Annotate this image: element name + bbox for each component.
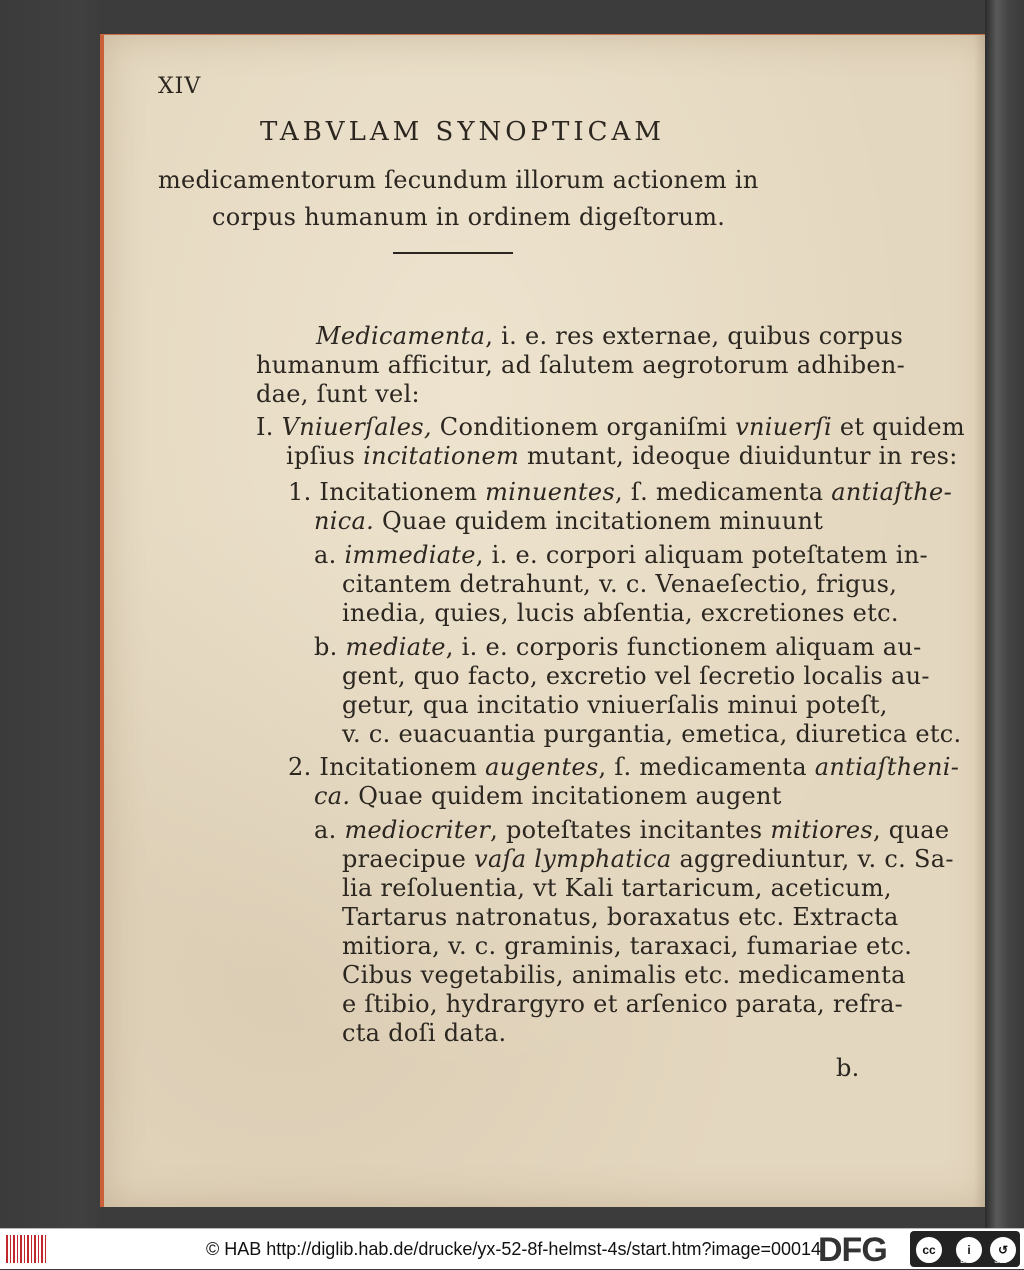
text-segment: mitiores xyxy=(770,816,873,844)
title-rule xyxy=(393,252,513,254)
text-segment: ca. xyxy=(314,782,351,810)
text-segment: dae, ſunt vel: xyxy=(256,380,420,408)
text-segment: Medicamenta xyxy=(316,322,486,350)
text-segment: , ſ. medicamenta xyxy=(615,478,832,506)
text-line-b1-4 xyxy=(342,720,961,748)
text-line-a2-3 xyxy=(342,874,892,902)
text-segment: vaſa lymphatica xyxy=(474,845,672,873)
text-segment: , i. e. res externae, quibus corpus xyxy=(485,322,904,350)
text-segment: 1. Incitationem xyxy=(288,478,486,506)
text-line-a2-4 xyxy=(342,903,899,931)
text-segment: cta doſi data. xyxy=(342,1019,507,1047)
cc-icon: cc xyxy=(914,1235,944,1265)
text-segment: mutant, ideoque diuiduntur in res: xyxy=(519,442,958,470)
text-segment: lia reſoluentia, vt Kali tartaricum, aceticum, xyxy=(342,874,892,902)
text-segment: , i. e. corporis functionem aliquam au- xyxy=(445,633,922,661)
text-line-a2-6 xyxy=(342,961,906,989)
text-segment: , i. e. corpori aliquam poteſtatem in- xyxy=(475,541,928,569)
text-segment: augentes xyxy=(485,753,599,781)
text-segment: b. xyxy=(314,633,346,661)
text-line-intro-2 xyxy=(256,351,905,379)
text-line-i-2 xyxy=(286,442,958,470)
text-line-a2-2 xyxy=(342,845,954,873)
text-segment: a. xyxy=(314,816,345,844)
by-icon: i xyxy=(954,1235,984,1265)
text-line-two-1 xyxy=(288,753,959,781)
text-line-b1-1 xyxy=(314,633,922,661)
text-segment: mediate xyxy=(345,633,446,661)
text-segment: et quidem xyxy=(831,413,965,441)
text-line-i-1 xyxy=(256,413,965,441)
viewer-footer xyxy=(0,1228,1024,1269)
text-segment: ipſius xyxy=(286,442,364,470)
dfg-logo: DFG xyxy=(818,1231,887,1269)
text-line-intro-3 xyxy=(256,380,420,408)
page-number: XIV xyxy=(158,74,202,99)
cc-license-badge[interactable] xyxy=(910,1231,1020,1267)
text-line-two-2 xyxy=(314,782,782,810)
text-segment: Quae quidem incitationem augent xyxy=(350,782,782,810)
text-segment: Quae quidem incitationem minuunt xyxy=(374,507,824,535)
text-segment: Tartarus natronatus, boraxatus etc. Extracta xyxy=(342,903,899,931)
text-segment: mediocriter xyxy=(344,816,491,844)
text-line-b1-3 xyxy=(342,691,888,719)
page-title: TABVLAM SYNOPTICAM xyxy=(260,117,665,147)
subtitle-line-2: corpus humanum in ordinem digeſtorum. xyxy=(212,203,726,231)
by-label: BY xyxy=(960,1255,973,1265)
text-segment: aggrediuntur, v. c. Sa- xyxy=(671,845,954,873)
text-segment: antiaſtheni- xyxy=(814,753,960,781)
text-segment: nica. xyxy=(314,507,375,535)
text-line-a2-8 xyxy=(342,1019,506,1047)
text-line-a1-2 xyxy=(342,570,897,598)
text-line-a2-5 xyxy=(342,932,912,960)
text-segment: I. xyxy=(256,413,282,441)
text-segment: , quae xyxy=(872,816,950,844)
catchword: b. xyxy=(836,1054,860,1082)
text-segment: gent, quo facto, excretio vel ſecretio localis au- xyxy=(342,662,930,690)
text-segment: mitiora, v. c. graminis, taraxaci, fumariae etc. xyxy=(342,932,913,960)
text-segment: , ſ. medicamenta xyxy=(598,753,815,781)
hab-logo-icon xyxy=(6,1235,48,1263)
text-segment: citantem detrahunt, v. c. Venaeſectio, frigus, xyxy=(342,570,898,598)
text-segment: Conditionem organiſmi xyxy=(431,413,736,441)
text-line-intro-1 xyxy=(316,322,903,350)
sa-icon: ↺ xyxy=(988,1235,1018,1265)
text-segment: immediate xyxy=(344,541,476,569)
text-segment: humanum afficitur, ad ſalutem aegrotorum adhiben- xyxy=(256,351,906,379)
text-line-one-2 xyxy=(314,507,823,535)
text-segment: , poteſtates incitantes xyxy=(490,816,771,844)
text-line-a2-7 xyxy=(342,990,903,1018)
text-line-a1-1 xyxy=(314,541,928,569)
copyright-link[interactable]: © HAB http://diglib.hab.de/drucke/yx-52-8f-helmst-4s/start.htm?image=00014 xyxy=(206,1239,822,1259)
text-segment: incitationem xyxy=(363,442,520,470)
subtitle-line-1: medicamentorum ſecundum illorum actionem in xyxy=(158,166,759,194)
text-segment: Cibus vegetabilis, animalis etc. medicamenta xyxy=(342,961,906,989)
text-line-a2-1 xyxy=(314,816,949,844)
text-segment: minuentes xyxy=(485,478,616,506)
text-line-one-1 xyxy=(288,478,952,506)
text-segment: vniuerſi xyxy=(735,413,832,441)
text-segment: antiaſthe- xyxy=(831,478,952,506)
binding-edge xyxy=(985,0,1024,1228)
text-segment: v. c. euacuantia purgantia, emetica, diuretica etc. xyxy=(342,720,962,748)
text-segment: inedia, quies, lucis abſentia, excretiones etc. xyxy=(342,599,899,627)
sa-label: SA xyxy=(994,1255,1007,1265)
text-segment: 2. Incitationem xyxy=(288,753,486,781)
text-segment: getur, qua incitatio vniuerſalis minui poteſt, xyxy=(342,691,888,719)
text-segment: a. xyxy=(314,541,345,569)
text-line-b1-2 xyxy=(342,662,930,690)
text-line-a1-3 xyxy=(342,599,899,627)
text-segment: praecipue xyxy=(342,845,475,873)
text-segment: e ſtibio, hydrargyro et arſenico parata, refra- xyxy=(342,990,904,1018)
text-segment: Vniuerſales, xyxy=(281,413,432,441)
